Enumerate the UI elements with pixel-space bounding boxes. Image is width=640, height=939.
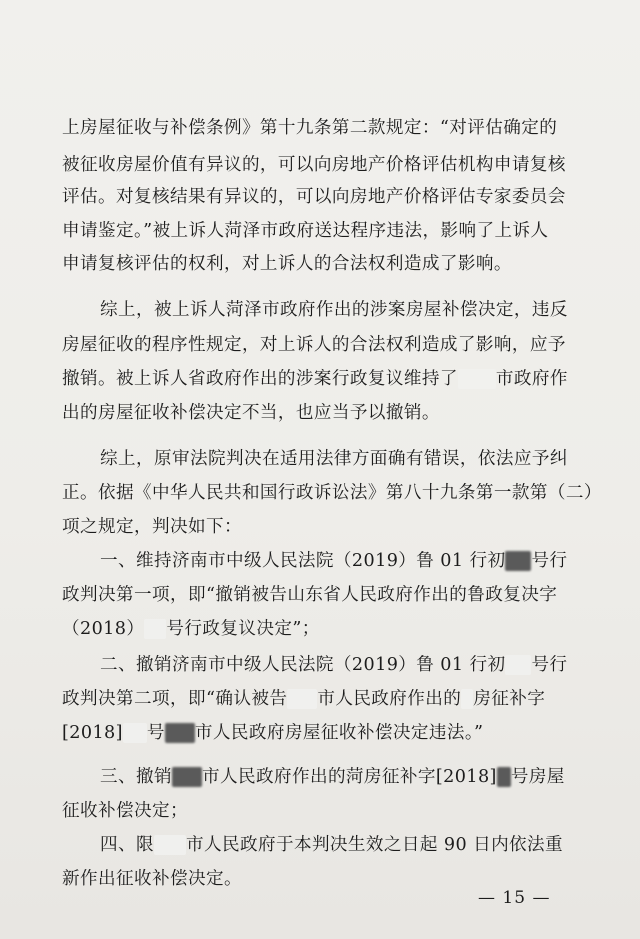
text-line [62, 482, 602, 504]
text-line [62, 868, 242, 890]
text-line [62, 154, 566, 176]
text: 一、维持济南市中级人民法院（2019）鲁 01 行初 [100, 551, 506, 571]
text: 出的房屋征收补偿决定不当，也应当予以撤销。 [62, 403, 440, 423]
text-line [62, 722, 483, 744]
redaction [505, 551, 531, 571]
text: [2018] [62, 723, 123, 743]
redaction [505, 655, 531, 675]
text: （2018） [62, 619, 145, 639]
redaction [165, 723, 195, 743]
text-line [62, 516, 242, 538]
redaction [172, 767, 202, 787]
text: 上房屋征收与补偿条例》第十九条第二款规定：“对评估确定的 [62, 118, 558, 138]
text: 二、撤销济南市中级人民法院（2019）鲁 01 行初 [100, 655, 506, 675]
text: 市政府作 [495, 369, 568, 389]
redaction [458, 369, 496, 389]
text: 综上，原审法院判决在适用法律方面确有错误，依法应予纠 [100, 449, 568, 469]
text: 综上，被上诉人菏泽市政府作出的涉案房屋补偿决定，违反 [100, 300, 568, 320]
text: 申请复核评估的权利，对上诉人的合法权利造成了影响。 [62, 254, 512, 274]
redaction [461, 689, 473, 709]
text-line [62, 253, 512, 275]
text-line [62, 334, 566, 356]
text: 市人民政府于本判决生效之日起 90 日内依法重 [185, 835, 564, 855]
page-number: — 15 — [478, 888, 551, 908]
text: 项之规定，判决如下： [62, 517, 242, 537]
text: 申请鉴定。”被上诉人菏泽市政府送达程序违法，影响了上诉人 [62, 221, 549, 241]
text: 房屋征收的程序性规定，对上诉人的合法权利造成了影响，应予 [62, 335, 566, 355]
text-line [62, 117, 557, 139]
text-line [100, 448, 568, 470]
text: 号行 [531, 655, 568, 675]
text: 被征收房屋价值有异议的，可以向房地产价格评估机构申请复核 [62, 155, 566, 175]
redaction [144, 619, 166, 639]
redaction [123, 723, 147, 743]
text: 三、撤销 [100, 767, 172, 787]
text: 号行政复议决定”； [166, 619, 320, 639]
redaction [154, 835, 186, 855]
text: 四、限 [100, 835, 154, 855]
text: 号 [146, 723, 165, 743]
text-line [62, 402, 440, 424]
text: 撤销。被上诉人省政府作出的涉案行政复议维持了 [62, 369, 458, 389]
text: 市人民政府房屋征收补偿决定违法。” [194, 723, 484, 743]
text: 市人民政府作出的菏房征补字[2018] [201, 767, 497, 787]
text: 号行 [531, 551, 568, 571]
redaction [497, 767, 511, 787]
text-line [100, 299, 568, 321]
text-line [62, 186, 566, 208]
text: 正。依据《中华人民共和国行政诉讼法》第八十九条第一款第（二） [62, 483, 602, 503]
text-line [62, 688, 545, 710]
text: 市人民政府作出的 [317, 689, 462, 709]
text-line [62, 584, 557, 606]
text-line [100, 654, 567, 676]
text: 征收补偿决定； [62, 801, 188, 821]
text-line [100, 834, 563, 856]
text: 政判决第一项，即“撤销被告山东省人民政府作出的鲁政复决字 [62, 585, 558, 605]
text: 房征补字 [473, 689, 546, 709]
text-line [100, 766, 565, 788]
text-line [100, 550, 567, 572]
text: 新作出征收补偿决定。 [62, 869, 242, 889]
text: 号房屋 [510, 767, 565, 787]
redaction [287, 689, 317, 709]
text: 政判决第二项，即“确认被告 [62, 689, 288, 709]
text-line [62, 800, 188, 822]
text-line [62, 368, 568, 390]
text: 评估。对复核结果有异议的，可以向房地产价格评估专家委员会 [62, 187, 566, 207]
text-line [62, 220, 548, 242]
text-line [62, 618, 320, 640]
